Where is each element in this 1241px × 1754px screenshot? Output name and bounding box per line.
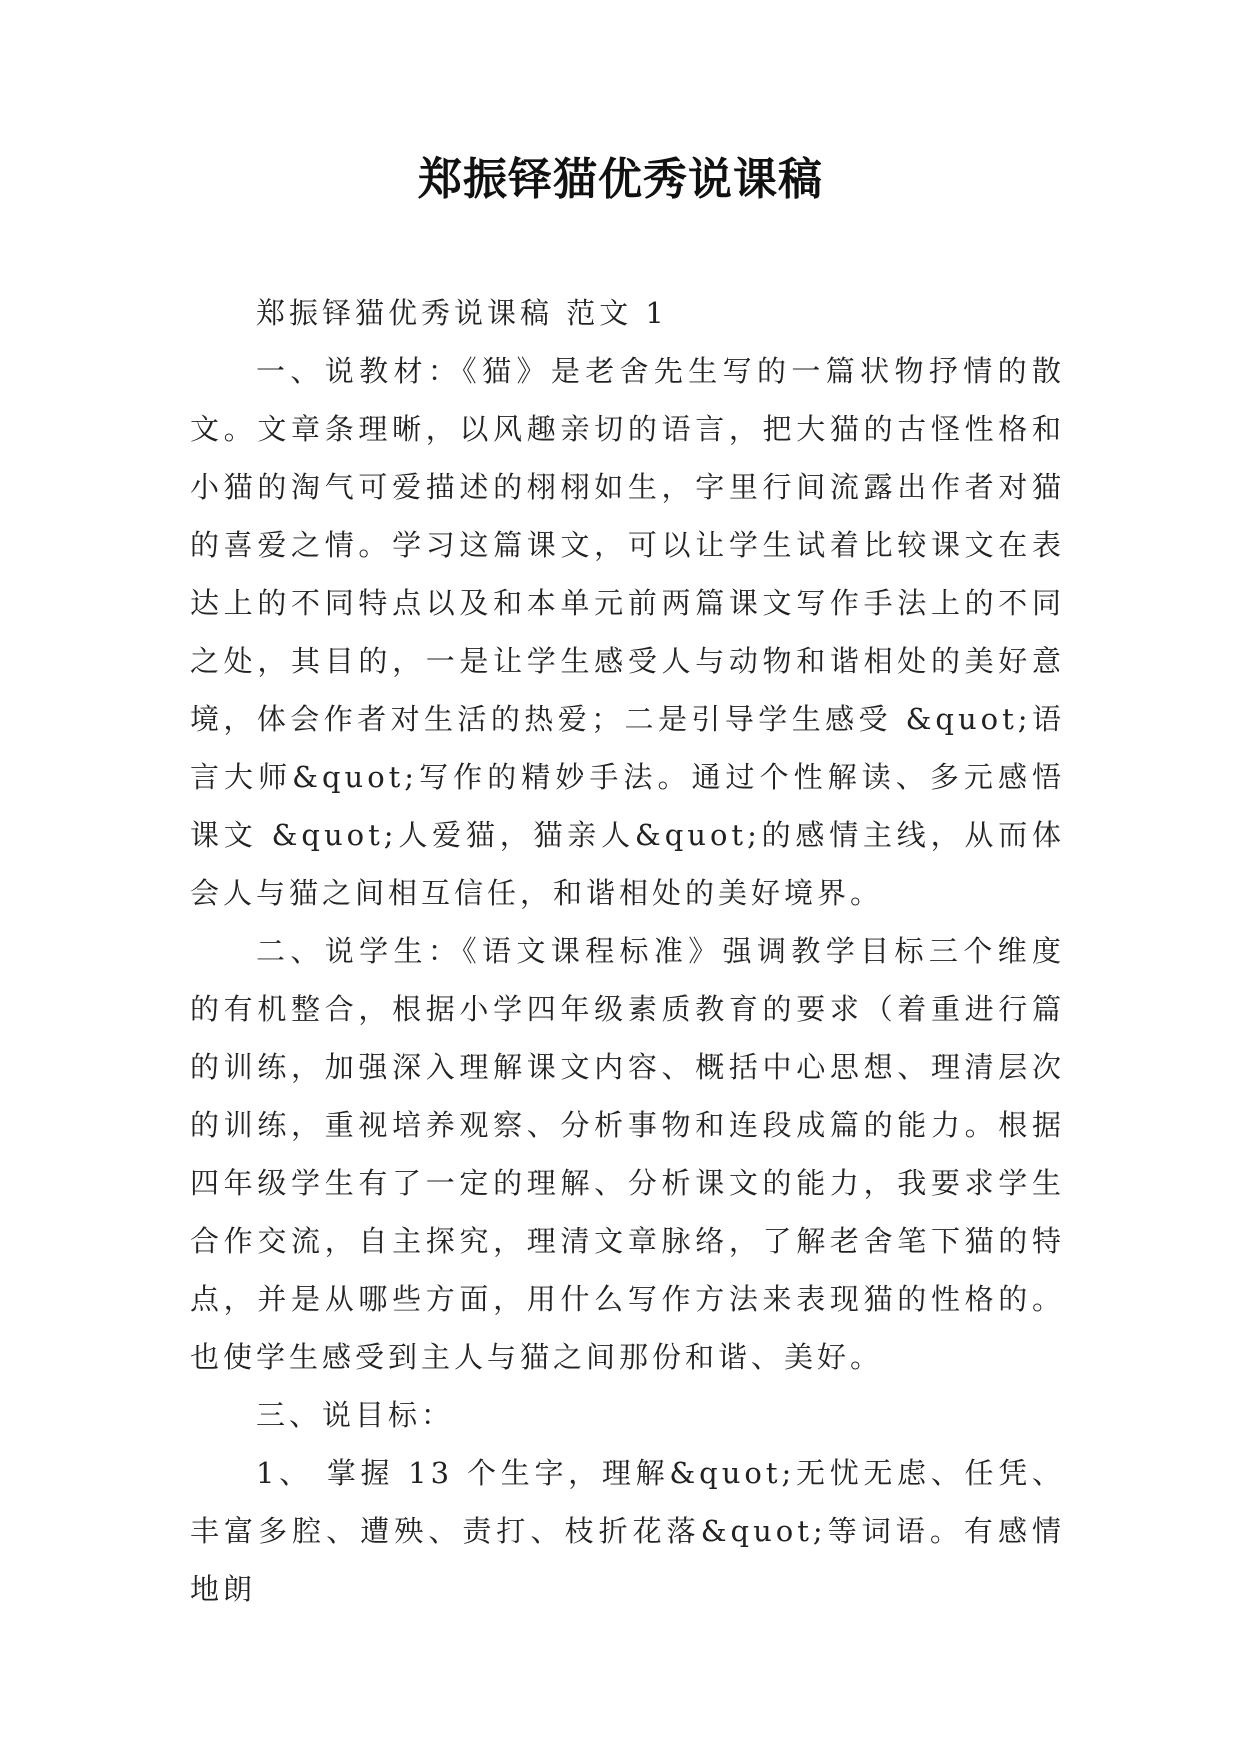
document-title: 郑振铎猫优秀说课稿 xyxy=(418,154,823,205)
paragraph-goals-heading: 三、说目标： xyxy=(256,1398,455,1432)
paragraph-students: 二、说学生：《语文课程标准》强调教学目标三个维度的有机整合，根据小学四年级素质教育的要求（着重进行篇的训练，加强深入理解课文内容、概括中心思想、理清层次的训练，重视培养观察、分析事物和连段成篇的能力。根据四年级学生有了一定的理解、分析课文的能力，我要求学生合作交流，自主探究，理清文章脉络，了解老舍笔下猫的特点，并是从哪些方面，用什么写作方法来表现猫的性格的。也使学生感受到主人与猫之间那份和谐、美好。 xyxy=(190,934,1065,1374)
document-body xyxy=(190,284,1065,1618)
paragraph-goal-1: 1、 掌握 13 个生字，理解&quot;无忧无虑、任凭、丰富多腔、遭殃、责打、枝折花落&quot;等词语。有感情地朗 xyxy=(190,1456,1065,1606)
paragraph-heading: 郑振铎猫优秀说课稿 范文 1 xyxy=(256,296,668,330)
paragraph-textbook: 一、说教材：《猫》是老舍先生写的一篇状物抒情的散文。文章条理晰，以风趣亲切的语言，把大猫的古怪性格和小猫的淘气可爱描述的栩栩如生，字里行间流露出作者对猫的喜爱之情。学习这篇课文，可以让学生试着比较课文在表达上的不同特点以及和本单元前两篇课文写作手法上的不同之处，其目的，一是让学生感受人与动物和谐相处的美好意境，体会作者对生活的热爱；二是引导学生感受 &quot;语言大师&quot;写作的精妙手法。通过个性解读、多元感悟课文 &quot;人爱猫，猫亲人&quot;的感情主线，从而体会人与猫之间相互信任，和谐相处的美好境界。 xyxy=(190,354,1065,910)
